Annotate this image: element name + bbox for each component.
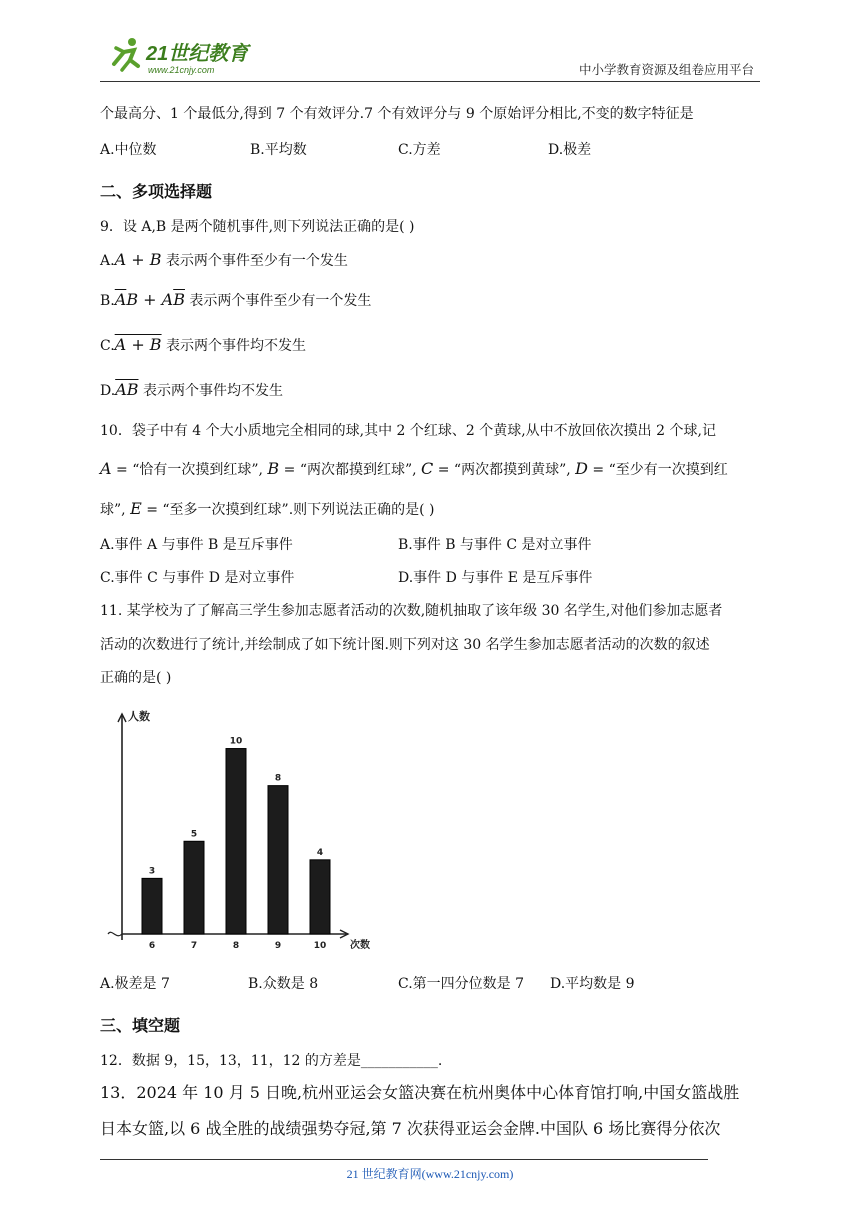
data-label-10: 4 [316, 847, 324, 858]
q11-option-c: C.第一四分位数是 7 [398, 976, 525, 992]
q9-option-d-text: 表示两个事件均不发生 [142, 383, 283, 399]
footer-divider [100, 1159, 708, 1160]
event-e-def: = “至多一次摸到红球”.则下列说法正确的是( ) [141, 502, 435, 518]
q10-option-c: C.事件 C 与事件 D 是对立事件 [100, 570, 295, 586]
footer-text: 21 世纪教育网(www.21cnjy.com) [346, 1167, 514, 1181]
q11-option-b: B.众数是 8 [248, 976, 319, 992]
q9-option-c-label: C. [100, 338, 115, 354]
event-d-def: = “至少有一次摸到红 [587, 462, 728, 478]
q8-option-c: C.方差 [398, 142, 441, 158]
axis-break-mark [108, 932, 122, 935]
q9-option-a-math: A + B [114, 250, 162, 269]
event-a-symbol: A [100, 459, 112, 478]
bar-6 [142, 878, 162, 934]
data-label-7: 5 [190, 829, 198, 840]
x-tick-label-8: 8 [232, 941, 240, 951]
runner-logo-icon [114, 38, 138, 70]
platform-name: 中小学教育资源及组卷应用平台 [578, 62, 754, 77]
q11-option-d: D.平均数是 9 [550, 976, 635, 992]
bar-8 [226, 749, 246, 934]
q13-stem-line1: 13．2024 年 10 月 5 日晚,杭州亚运会女篮决赛在杭州奥体中心体育馆打响,中国女篮战胜 [100, 1083, 740, 1102]
x-tick-label-6: 6 [148, 941, 156, 951]
q8-option-b: B.平均数 [250, 142, 307, 158]
q9-option-d [100, 380, 283, 400]
bar-7 [184, 841, 204, 934]
q12-stem: 12．数据 9，15，13，11，12 的方差是___________. [100, 1053, 443, 1069]
logo-text: 21世纪教育 [146, 43, 249, 65]
data-label-9: 8 [274, 773, 282, 784]
q9-option-c-text: 表示两个事件均不发生 [166, 338, 307, 354]
q8-option-a: A.中位数 [100, 142, 157, 158]
header-divider [100, 81, 760, 82]
q11-stem-line1: 11. 某学校为了了解高三学生参加志愿者活动的次数,随机抽取了该年级 30 名学生,对他们参加志愿者 [100, 603, 723, 619]
data-label-8: 10 [229, 736, 243, 747]
q9-stem: 9．设 A,B 是两个随机事件,则下列说法正确的是( ) [100, 219, 415, 235]
y-axis-label: 人数 [128, 710, 150, 723]
chart-svg [100, 700, 370, 958]
bar-9 [268, 786, 288, 934]
data-label-6: 3 [148, 866, 156, 877]
q9-option-b [100, 290, 371, 310]
q11-stem-line2: 活动的次数进行了统计,并绘制成了如下统计图.则下列对这 30 名学生参加志愿者活动的次数的叙述 [100, 637, 710, 653]
q9-option-d-math: $\overline{AB}$ [115, 380, 139, 399]
x-tick-label-7: 7 [190, 941, 198, 951]
bar-10 [310, 860, 330, 934]
q10-option-b: B.事件 B 与事件 C 是对立事件 [398, 537, 592, 553]
volunteer-bar-chart [100, 700, 370, 958]
q8-option-d: D.极差 [548, 142, 592, 158]
q9-option-a-text: 表示两个事件至少有一个发生 [165, 253, 348, 269]
q9-option-c [100, 335, 306, 355]
q9-option-c-math: A + B [114, 335, 162, 354]
x-tick-label-9: 9 [274, 941, 282, 951]
event-a-def: = “恰有一次摸到红球”, [111, 462, 268, 478]
x-axis-label: 次数 [350, 940, 370, 951]
q10-option-d: D.事件 D 与事件 E 是互斥事件 [398, 570, 593, 586]
q13-stem-line2: 日本女篮,以 6 战全胜的战绩强势夺冠,第 7 次获得亚运会金牌.中国队 6 场比赛得分依次 [100, 1119, 721, 1138]
q8-stem-tail: 个最高分、1 个最低分,得到 7 个有效评分.7 个有效评分与 9 个原始评分相比,不变的数字特征是 [100, 106, 694, 122]
q9-option-a-label: A. [100, 253, 115, 269]
q9-option-a [100, 250, 348, 270]
event-c-symbol: C [421, 459, 434, 478]
q9-option-b-math: $\overline{A}B + A\overline{B}$ [114, 290, 185, 309]
q11-stem-line3: 正确的是( ) [100, 670, 172, 686]
site-logo [100, 34, 260, 78]
logo-url: www.21cnjy.com [148, 65, 215, 75]
q11-option-a: A.极差是 7 [100, 976, 170, 992]
q9-option-b-text: 表示两个事件至少有一个发生 [189, 293, 372, 309]
event-b-def: = “两次都摸到红球”, [279, 462, 422, 478]
q10-option-a: A.事件 A 与事件 B 是互斥事件 [100, 537, 293, 553]
event-d-def-tail: 球”, [100, 502, 131, 518]
section-title-fill-in: 三、填空题 [100, 1016, 181, 1035]
q9-option-b-label: B. [100, 293, 115, 309]
event-c-def: = “两次都摸到黄球”, [433, 462, 576, 478]
section-title-multiple-choice: 二、多项选择题 [100, 182, 213, 201]
event-b-symbol: B [267, 459, 280, 478]
event-e-symbol: E [130, 499, 142, 518]
q10-stem-line3 [100, 499, 435, 520]
q10-stem-line1: 10．袋子中有 4 个大小质地完全相同的球,其中 2 个红球、2 个黄球,从中不放回依次摸出 2 个球,记 [100, 423, 716, 439]
x-tick-label-10: 10 [313, 941, 327, 951]
q10-stem-line2 [100, 459, 728, 480]
event-d-symbol: D [575, 459, 588, 478]
q9-option-d-label: D. [100, 383, 116, 399]
